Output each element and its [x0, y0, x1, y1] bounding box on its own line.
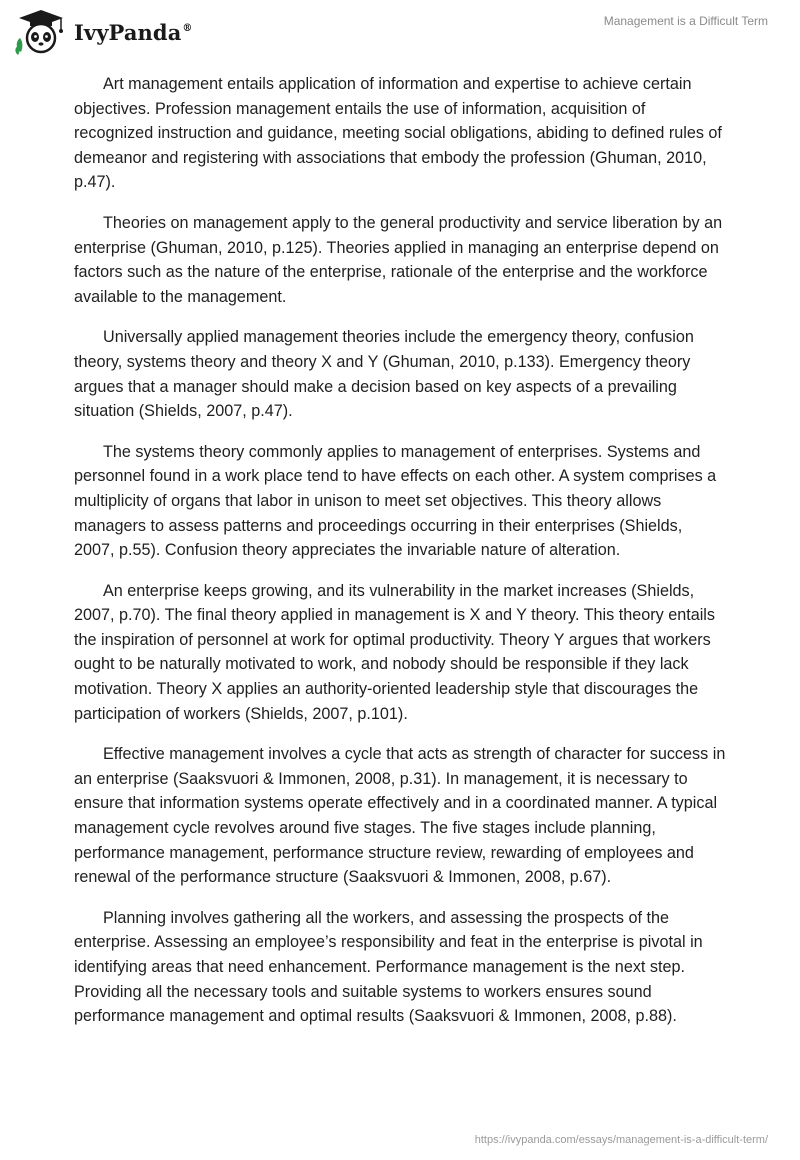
essay-body [74, 72, 726, 1045]
paragraph: The systems theory commonly applies to management of enterprises. Systems and personnel found in a work place tend to have effects on each other. A system comprises a multiplicity of organs that labor in unison to meet set objectives. This theory allows managers to assess patterns and proceedings occurring in their enterprises (Shields, 2007, p.55). Confusion theory appreciates the invariable nature of alteration. [74, 442, 717, 560]
panda-graduate-icon [14, 8, 68, 56]
ivypanda-logo[interactable] [14, 8, 193, 56]
paragraph: An enterprise keeps growing, and its vulnerability in the market increases (Shields, 2007, p.70). The final theory applied in management is X and Y theory. This theory entails the inspiration of personnel at work for optimal productivity. Theory Y argues that workers ought to be naturally motivated to work, and nobody should be responsible if they lack motivation. Theory X applies an authority-oriented leadership style that discourages the participation of workers (Shields, 2007, p.101). [74, 581, 716, 723]
paragraph: Art management entails application of information and expertise to achieve certain objectives. Profession management entails the use of information, acquisition of recognized instruction and guidance, meeting social obligations, abiding to defined rules of demeanor and registering with associations that embody the profession (Ghuman, 2010, p.47). [74, 75, 722, 192]
paragraph: Planning involves gathering all the workers, and assessing the prospects of the enterprise. Assessing an employee’s responsibility and feat in the enterprise is pivotal in identifying areas that need enhancement. Performance management is the next step. Providing all the necessary tools and suitable systems to workers ensures sound performance management and optimal results (Saaksvuori & Immonen, 2008, p.88). [74, 908, 703, 1026]
paragraph: Universally applied management theories include the emergency theory, confusion theory, systems theory and theory X and Y (Ghuman, 2010, p.133). Emergency theory argues that a manager should make a decision based on key aspects of a prevailing situation (Shields, 2007, p.47). [74, 328, 694, 421]
paragraph: Effective management involves a cycle that acts as strength of character for success in an enterprise (Saaksvuori & Immonen, 2008, p.31). In management, it is necessary to ensure that information systems operate effectively and in a coordinated manner. A typical management cycle revolves around five stages. The five stages include planning, performance management, performance structure review, rewarding of employees and renewal of the performance structure (Saaksvuori & Immonen, 2008, p.67). [74, 745, 726, 887]
brand-name: IvyPanda® [74, 19, 193, 45]
page-header [0, 0, 800, 60]
source-url[interactable]: https://ivypanda.com/essays/management-is-a-difficult-term/ [474, 1134, 768, 1146]
paragraph: Theories on management apply to the general productivity and service liberation by an enterprise (Ghuman, 2010, p.125). Theories applied in managing an enterprise depend on factors such as the nature of the enterprise, rationale of the enterprise and the workforce available to the management. [74, 213, 723, 306]
document-title: Management is a Difficult Term [603, 14, 768, 28]
